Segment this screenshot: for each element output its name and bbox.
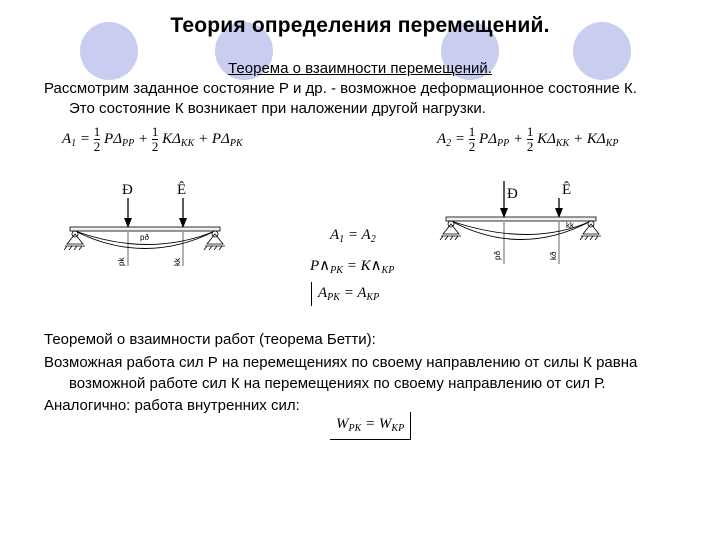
frac2-num: 1: [151, 124, 159, 139]
equation-a1-a2: $A_1 = A_2$: [330, 227, 376, 245]
formula-right-lhs: A: [437, 130, 447, 147]
formula-left-lhs-sub: 1: [71, 137, 77, 149]
beam-left-body: [70, 227, 220, 231]
label-k-right: Ê: [562, 182, 572, 198]
frac3-den: 2: [468, 139, 476, 154]
frac3-num: 1: [468, 124, 476, 139]
eq2-left: P∧: [310, 258, 331, 274]
eq3-right: A: [357, 285, 367, 301]
arrow-head-k-left: [179, 218, 187, 228]
support-right-a: [440, 221, 461, 240]
label-kk-right: kk: [566, 221, 574, 230]
formula-right-term3: KΔ: [586, 130, 606, 147]
page-subtitle: Теорема о взаимности перемещений.: [228, 60, 492, 77]
frac2-den: 2: [151, 139, 159, 154]
frac4-den: 2: [526, 139, 534, 154]
eq2-right: K∧: [360, 258, 382, 274]
betti-line-3: Аналогично: работа внутренних сил:: [44, 397, 300, 414]
eq3-right-sub: KP: [366, 292, 380, 303]
label-p-left: Ð: [122, 182, 133, 198]
equation-work-reciprocal: $A_{PK} = A_{KP}$: [318, 285, 380, 303]
beam-diagram-left: [60, 176, 240, 272]
work-rhs-sub: KP: [391, 423, 405, 434]
eq1-a: A: [330, 227, 340, 243]
eq3-left-sub: PK: [327, 292, 340, 303]
work-formula: $W_{PK} = W_{KP}$: [336, 416, 405, 434]
arrow-head-k-right: [555, 208, 563, 218]
label-pk-left: pk: [117, 257, 126, 266]
equation-box-bar: [311, 282, 312, 306]
betti-line-1: Возможная работа сил Р на перемещениях по своему направлению от силы К равна: [44, 354, 638, 371]
betti-line-2: возможной работе сил К на перемещениях по своему направлению от сил Р.: [69, 375, 606, 392]
formula-right-term1-sub: PP: [497, 137, 510, 149]
formula-right: $A_2 = \frac{1}{2}$ $P\Delta_{PP} + \frac{1}{2}$ $K\Delta_{KK} + K\Delta_{KP}$: [437, 124, 619, 154]
betti-heading: Теоремой о взаимности работ (теорема Бетти):: [44, 331, 376, 348]
formula-right-term3-sub: KP: [605, 137, 619, 149]
label-pp-right: pð: [493, 251, 502, 260]
formula-left-term3: PΔ: [211, 130, 230, 147]
intro-line-1: Рассмотрим заданное состояние Р и др. - возможное деформационное состояние К.: [44, 80, 637, 97]
work-lhs: W: [336, 416, 349, 432]
formula-left: $A_1 = \frac{1}{2}$ $P\Delta_{PP} + \frac{1}{2}$ $K\Delta_{KK} + P\Delta_{PK}$: [62, 124, 243, 154]
work-lhs-sub: PK: [348, 423, 362, 434]
arrow-head-p-left: [124, 218, 132, 228]
label-kk-left: kk: [173, 258, 182, 266]
formula-left-term3-sub: PK: [229, 137, 243, 149]
page-title: Теория определения перемещений.: [170, 14, 550, 37]
label-p-right: Ð: [507, 186, 518, 202]
work-rhs: W: [378, 416, 392, 432]
formula-right-lhs-sub: 2: [446, 137, 452, 149]
eq2-left-sub: PK: [330, 265, 343, 276]
eq1-a-sub: 1: [339, 234, 345, 245]
label-k-left: Ê: [177, 182, 187, 198]
intro-line-2: Это состояние К возникает при наложении другой нагрузки.: [69, 100, 486, 117]
label-pp-left: pð: [140, 233, 149, 242]
eq2-right-sub: KP: [381, 265, 395, 276]
eq3-left: A: [318, 285, 328, 301]
formula-right-term2-sub: KK: [555, 137, 570, 149]
eq1-b-sub: 2: [370, 234, 376, 245]
equation-reciprocal-displacements: $P\wedge_{PK}$ = $K\wedge_{KP}$: [310, 258, 395, 276]
formula-left-term1-sub: PP: [122, 137, 135, 149]
eq1-b: A: [361, 227, 371, 243]
frac1-den: 2: [93, 139, 101, 154]
formula-left-term2-sub: KK: [180, 137, 195, 149]
formula-left-lhs: A: [62, 130, 72, 147]
label-kp-right: kð: [549, 251, 558, 260]
arrow-head-p-right: [500, 208, 508, 218]
beam-diagram-right: [436, 176, 616, 272]
frac1-num: 1: [93, 124, 101, 139]
frac4-num: 1: [526, 124, 534, 139]
